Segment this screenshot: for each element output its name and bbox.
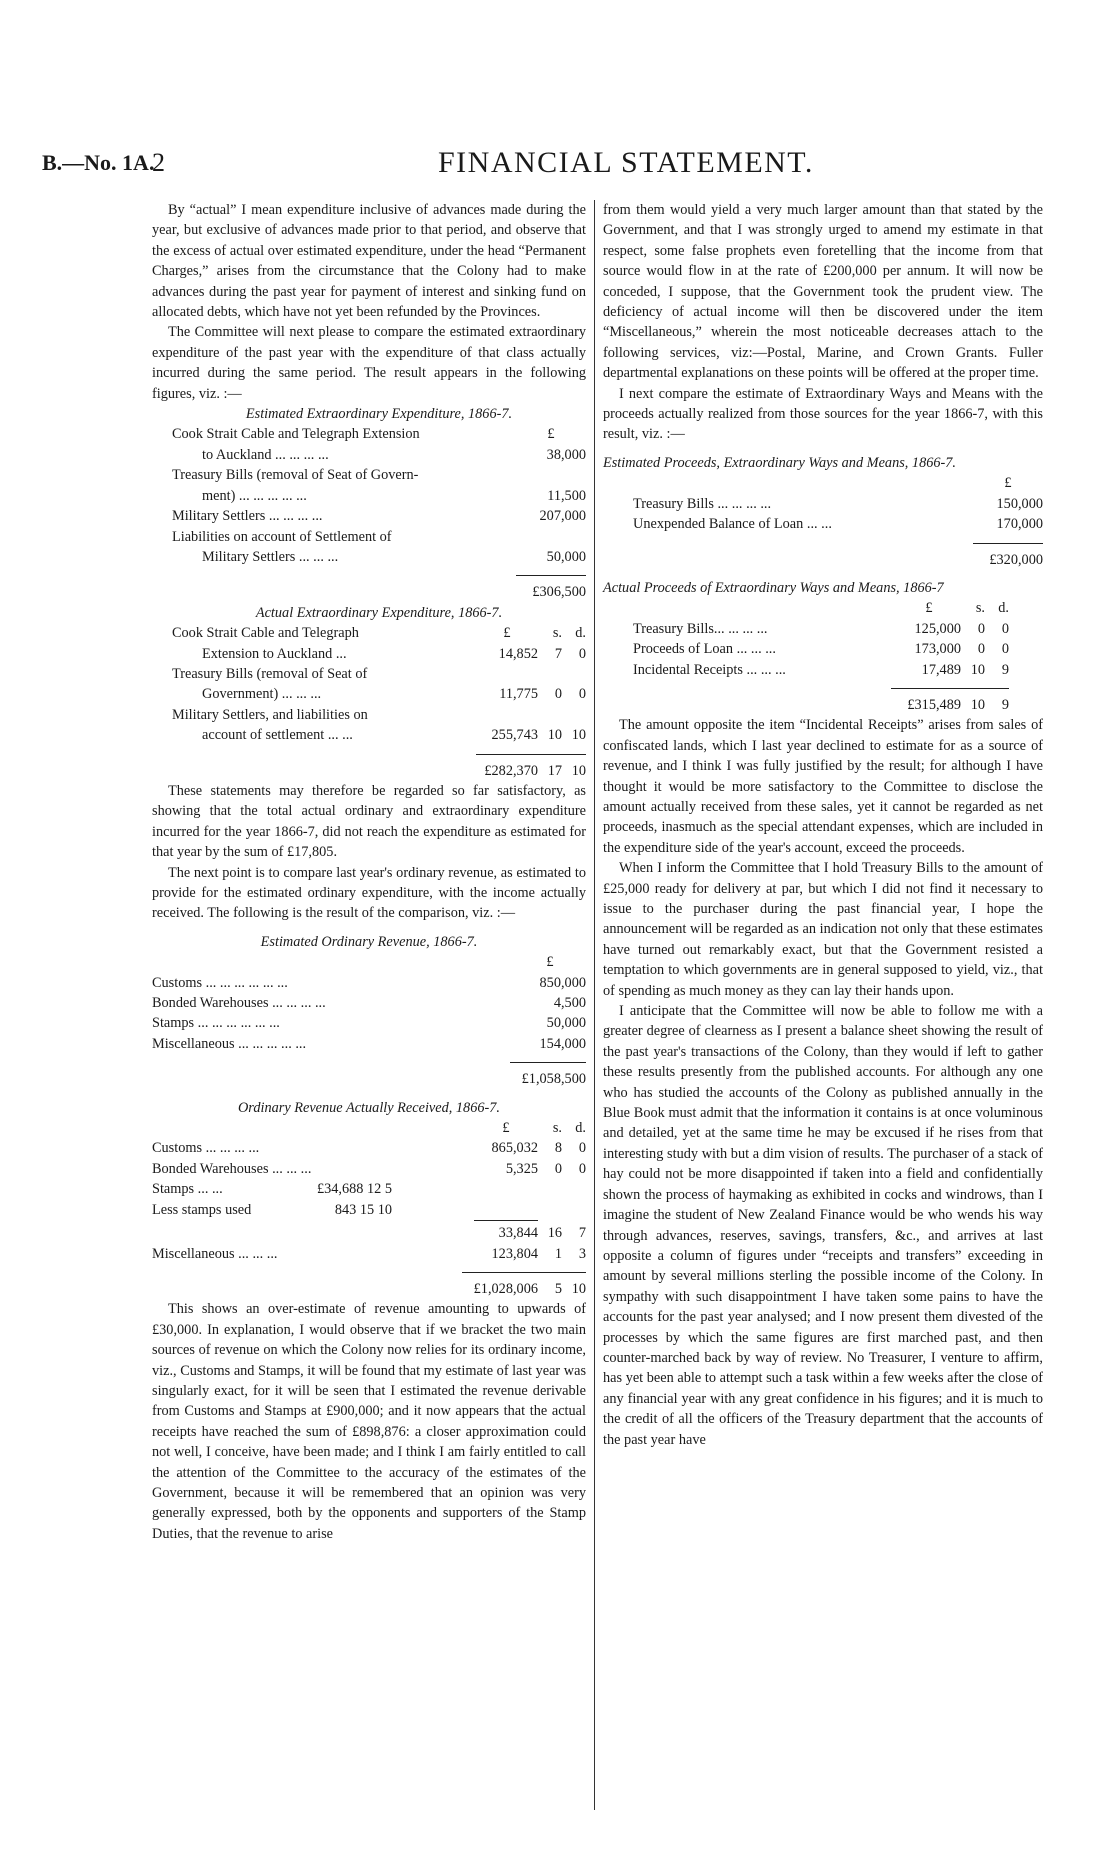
row-label: Military Settlers ... ... ... ... [172, 508, 323, 525]
table-row [152, 1138, 586, 1158]
table-row [152, 1220, 586, 1243]
cell-shillings: 0 [554, 1160, 562, 1177]
table-caption: Ordinary Revenue Actually Received, 1866-7. [237, 1099, 500, 1116]
cell-pounds: 255,743 [491, 727, 538, 744]
paragraph: By “actual” I mean expenditure inclusive of advances made during the year, but exclusive of advances made prior to that period, and observe that the excess of actual over estimated expenditure, under the head “Permanent Charges,” arises from the circumstance that the Colony had to make advances during the past year for payment of interest and sinking fund on allocated debts, which have not yet been refunded by the Provinces. [152, 202, 586, 321]
table-row [152, 1159, 586, 1179]
actual-ordinary-revenue-table [152, 1098, 586, 1300]
row-amount: 4,500 [553, 995, 586, 1012]
table-total-row [172, 754, 586, 781]
column-head: d. [575, 625, 586, 642]
column-head: s. [552, 1120, 562, 1137]
table-caption: Estimated Proceeds, Extraordinary Ways and Means, 1866-7. [603, 454, 957, 471]
sub-amount: 843 15 10 [334, 1201, 392, 1218]
cell-pence: 10 [571, 727, 586, 744]
row-label: Unexpended Balance of Loan ... ... [633, 516, 832, 533]
row-label: Treasury Bills (removal of Seat of [172, 665, 368, 682]
cell-pounds: 5,325 [505, 1160, 538, 1177]
table-row [633, 494, 1043, 514]
table-total: £1,058,500 [510, 1062, 586, 1089]
cell-pence: 0 [578, 686, 586, 703]
row-label: Liabilities on account of Settlement of [172, 528, 392, 545]
paragraph: I next compare the estimate of Extraordinary Ways and Means with the proceeds actually realized from those sources for the year 1866-7, with this result, viz. :— [603, 385, 1043, 443]
table-row [152, 973, 586, 993]
cell-pence: 9 [1001, 661, 1009, 678]
table-row [172, 486, 586, 506]
table-row [172, 506, 586, 526]
total-pence: 9 [985, 688, 1009, 715]
cell-pence: 0 [578, 645, 586, 662]
paragraph: I anticipate that the Committee will now be able to follow me with a greater degree of clearness as I present a balance sheet showing the result of the past year's transactions of the Colony, than they would if left to gather these results presently from the published accounts. For although any one who has studied the accounts of the Colony as published annually in the Blue Book must admit that the information it contains is at once voluminous and detailed, yet at the same time he may be excused if he rises from that interesting study with but a dim vision of results. The purchaser of a stack of hay could not be more disappointed if taken into a field and confidentially shown the process of haymaking as exhibited in cocks and windrows, than I imagine the student of New Zealand Finance would be who wends his way through advances, reserves, savings, transfers, &c., and arrives at last opposite a column of figures under “receipts and transfers” exceeding in amount by several millions sterling the possible income of the Colony. In sympathy with such disappointment I have taken some pains to have the accounts for the past year analysed; and I now present them divested of the processes by which the same figures are first marched past, and then counter-marched back by way of review. No Treasurer, I venture to affirm, has yet been able to attempt such a task within a few weeks after the close of any financial year with any great confidence in his figures; and it is much to the credit of all the officers of the Treasury department that the accounts of the past year have [603, 1003, 1043, 1448]
cell-shillings: 7 [554, 645, 562, 662]
table-row [172, 644, 586, 664]
row-amount: 50,000 [546, 1015, 586, 1032]
currency-head: £ [1004, 475, 1012, 492]
cell-pounds: 14,852 [498, 645, 538, 662]
page-title: FINANCIAL STATEMENT. [438, 146, 814, 179]
paragraph: This shows an over-estimate of revenue amounting to upwards of £30,000. In explanation, I would observe that if we bracket the two main sources of revenue on which the Colony now relies for its ordinary income, viz., Customs and Stamps, it will be found that my estimate of last year was singularly exact, for it will be seen that I estimated the revenue derivable from Customs and Stamps at £900,000; and it now appears that the actual receipts have reached the sum of £898,876: a closer approximation could not well, I conceive, have been made; and I think I am fairly entitled to call the attention of the Committee to the accuracy of the estimates of the Government, because it will be remembered that an opinion was very generally expressed, both by the opponents and supporters of the Stamp Duties, that the revenue to arise [152, 1301, 587, 1542]
row-amount: 50,000 [546, 548, 586, 565]
cell-shillings: 10 [970, 661, 985, 678]
total-pence: 10 [562, 754, 586, 781]
table-caption: Actual Extraordinary Expenditure, 1866-7. [255, 604, 503, 621]
row-label: Miscellaneous ... ... ... ... ... [152, 1035, 307, 1052]
column-head: d. [998, 600, 1009, 617]
column-head: £ [503, 625, 511, 642]
actual-extraordinary-expenditure-table [172, 603, 586, 781]
cell-shillings: 16 [547, 1225, 562, 1242]
column-divider [594, 200, 595, 1810]
row-label: ment) ... ... ... ... ... [202, 487, 307, 504]
row-label: Customs ... ... ... ... [152, 1140, 260, 1157]
paragraph: When I inform the Committee that I hold Treasury Bills to the amount of £25,000 ready for delivery at par, but which I did not find it necessary to issue to the purchaser during the past financial year, I hope the announcement will be regarded as an indication not only that these estimates have turned out remarkably exact, but that the Government resisted a temptation to which governments are in general supposed to yield, viz., that of spending as much money as they can lay their hands upon. [603, 860, 1043, 999]
cell-shillings: 0 [977, 620, 985, 637]
row-label: Bonded Warehouses ... ... ... ... [152, 995, 326, 1012]
row-label: Incidental Receipts ... ... ... [633, 661, 786, 678]
table-total: £306,500 [516, 575, 586, 602]
table-row [152, 1034, 586, 1054]
table-total: £320,000 [973, 543, 1043, 570]
paragraph: from them would yield a very much larger amount than that stated by the Government, and that I was strongly urged to amend my estimate in that respect, some false prophets even foretelling that the income from that source would flow in at the rate of £200,000 per annum. It will now be conceded, I suppose, that the Government took the prudent view. The deficiency of actual income will then be discovered under the item “Miscellaneous,” wherein the most noticeable decreases attach to the following services, viz:—Postal, Marine, and Crown Grants. Fuller departmental explanations on these points will be offered at the proper time. [603, 202, 1043, 382]
paragraph: The Committee will next please to compare the estimated extraordinary expenditure of the past year with the expenditure of that class actually incurred during the same period. The result appears in the following figures, viz. :— [152, 324, 586, 402]
table-row [633, 660, 1043, 680]
total-shillings: 5 [538, 1272, 562, 1299]
left-column [152, 200, 586, 1544]
cell-shillings: 0 [554, 686, 562, 703]
column-head: £ [925, 600, 933, 617]
cell-pence: 0 [578, 1140, 586, 1157]
cell-pounds: 173,000 [914, 641, 961, 658]
table-caption: Estimated Extraordinary Expenditure, 1866-7. [245, 406, 513, 423]
row-label: Treasury Bills... ... ... ... [633, 620, 768, 637]
table-total-row [633, 688, 1043, 715]
table-total-row [152, 1272, 586, 1299]
table-caption: Estimated Ordinary Revenue, 1866-7. [260, 933, 478, 950]
actual-ways-and-means-table [603, 578, 1043, 715]
table-row [633, 514, 1043, 534]
table-row [172, 725, 586, 745]
row-label: Extension to Auckland ... [202, 645, 347, 662]
total-pounds: £282,370 [476, 754, 538, 781]
table-row [633, 619, 1043, 639]
row-label: Military Settlers, and liabilities on [172, 706, 368, 723]
table-row [152, 1013, 586, 1033]
row-label: Customs ... ... ... ... ... ... [152, 974, 288, 991]
cell-pounds: 123,804 [491, 1245, 538, 1262]
cell-pounds: 17,489 [921, 661, 961, 678]
row-amount: 38,000 [546, 446, 586, 463]
table-row [152, 1200, 586, 1220]
row-label: Miscellaneous ... ... ... [152, 1245, 278, 1262]
row-label: Proceeds of Loan ... ... ... [633, 641, 776, 658]
row-label: Cook Strait Cable and Telegraph Extension [172, 426, 420, 443]
estimated-extraordinary-expenditure-table [172, 404, 586, 603]
row-label: Bonded Warehouses ... ... ... [152, 1160, 312, 1177]
currency-head: £ [547, 426, 555, 443]
row-label: Stamps ... ... ... ... ... ... [152, 1015, 280, 1032]
row-amount: 11,500 [547, 487, 586, 504]
row-label: to Auckland ... ... ... ... [202, 446, 329, 463]
row-amount: 850,000 [539, 974, 586, 991]
table-caption: Actual Proceeds of Extraordinary Ways and Means, 1866-7 [603, 579, 944, 596]
column-head: £ [502, 1120, 510, 1137]
page-number: 2 [152, 148, 165, 177]
cell-shillings: 10 [547, 727, 562, 744]
paragraph: The next point is to compare last year's ordinary revenue, as estimated to provide for the estimated ordinary expenditure, with the income actually received. The following is the result of the comparison, viz. :— [152, 864, 586, 922]
cell-pounds: 125,000 [914, 620, 961, 637]
table-row [172, 547, 586, 567]
row-amount: 170,000 [996, 516, 1043, 533]
cell-pence: 0 [578, 1160, 586, 1177]
row-label: Government) ... ... ... [202, 686, 322, 703]
table-row [152, 1244, 586, 1264]
column-head: d. [575, 1120, 586, 1137]
row-label: Cook Strait Cable and Telegraph [172, 625, 359, 642]
row-amount: 207,000 [539, 508, 586, 525]
table-row [152, 993, 586, 1013]
cell-pence: 0 [1001, 641, 1009, 658]
paragraph: These statements may therefore be regarded so far satisfactory, as showing that the total actual ordinary and extraordinary expenditure incurred for the year 1866-7, did not reach the expenditure as estimated for that year by the sum of £17,805. [152, 782, 586, 861]
cell-pounds: 865,032 [491, 1140, 538, 1157]
cell-shillings: 1 [554, 1245, 562, 1262]
row-label: Military Settlers ... ... ... [202, 548, 339, 565]
cell-pounds: 11,775 [499, 686, 538, 703]
total-pounds: £1,028,006 [462, 1272, 538, 1299]
row-label: Less stamps used [152, 1201, 252, 1218]
row-amount: 154,000 [539, 1035, 586, 1052]
table-row [152, 1179, 586, 1199]
cell-pounds: 33,844 [474, 1220, 538, 1243]
paragraph: The amount opposite the item “Incidental Receipts” arises from sales of confiscated lands, which I last year declined to estimate for as a source of revenue, and I think I was fully justified by the result; for although I have thought it would be more satisfactory to the Committee to disclose the amount actually received from these sales, yet it cannot be regarded as net proceeds, inasmuch as the special attendant expenses, which are included in the expenditure side of the year's account, exceed the proceeds. [603, 717, 1043, 856]
row-label: Treasury Bills ... ... ... ... [633, 495, 772, 512]
cell-pence: 0 [1001, 620, 1009, 637]
cell-pence: 7 [578, 1225, 586, 1242]
row-label: Stamps ... ... [152, 1181, 223, 1198]
right-column [603, 200, 1043, 1450]
table-row [633, 639, 1043, 659]
cell-shillings: 8 [554, 1140, 562, 1157]
total-shillings: 10 [961, 688, 985, 715]
estimated-ordinary-revenue-table [152, 932, 586, 1090]
cell-pence: 3 [578, 1245, 586, 1262]
table-row [172, 445, 586, 465]
row-label: account of settlement ... ... [202, 727, 353, 744]
currency-head: £ [546, 954, 554, 971]
row-amount: 150,000 [996, 495, 1043, 512]
total-pence: 10 [562, 1272, 586, 1299]
cell-shillings: 0 [977, 641, 985, 658]
document-reference: B.—No. 1A. [42, 150, 155, 175]
row-label: Treasury Bills (removal of Seat of Govern- [172, 467, 419, 484]
estimated-ways-and-means-table [603, 453, 1043, 570]
sub-amount: £34,688 12 5 [316, 1181, 392, 1198]
total-shillings: 17 [538, 754, 562, 781]
column-head: s. [975, 600, 985, 617]
table-row [172, 684, 586, 704]
column-head: s. [552, 625, 562, 642]
total-pounds: £315,489 [891, 688, 961, 715]
